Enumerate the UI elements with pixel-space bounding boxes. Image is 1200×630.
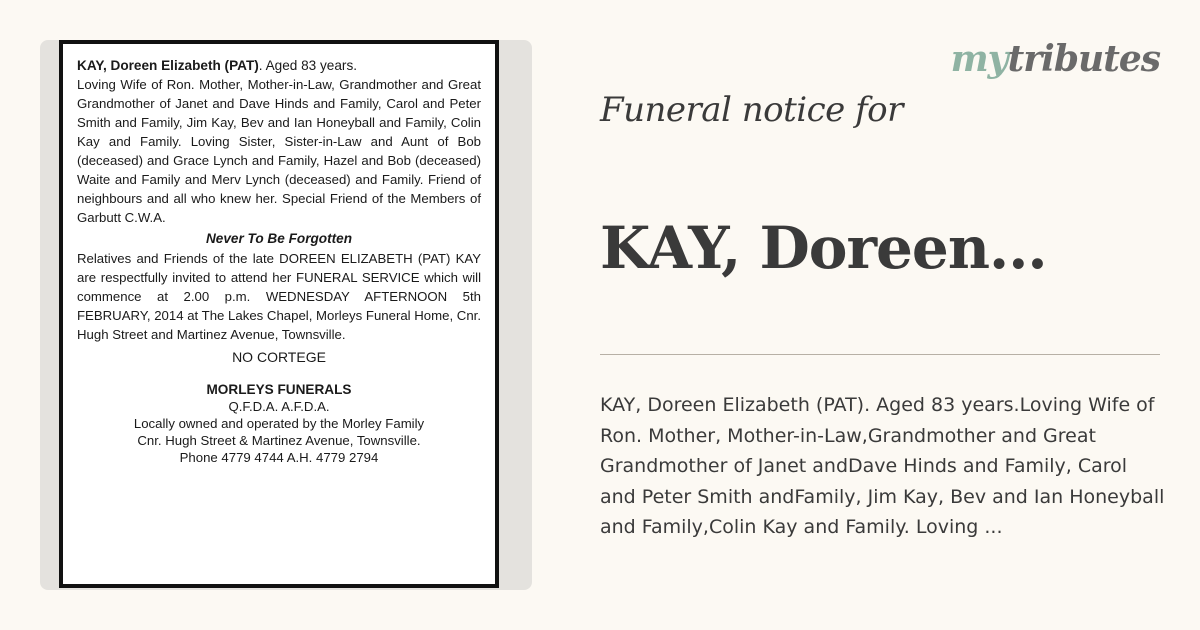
notice-body-2: Relatives and Friends of the late DOREEN ELIZABETH (PAT) KAY are respectfully invited to attend her FUNERAL SERVICE which will commence at 2.00 p.m. WEDNESDAY AFTERNOON 5th FEBRUARY, 2014 at The Lakes Chapel, Morleys Funeral Home, Cnr. Hugh Street and Martinez Avenue, Townsville. [77,251,481,342]
notice-age: . Aged 83 years. [258,58,358,73]
firm-associations: Q.F.D.A. A.F.D.A. [228,399,330,414]
logo-tributes: tributes [1007,38,1160,80]
logo-my: my [950,38,1008,80]
mytributes-logo[interactable] [951,38,1160,80]
page-heading: Funeral notice for [600,90,903,130]
notice-never-forgotten: Never To Be Forgotten [205,231,353,246]
firm-phone: Phone 4779 4744 A.H. 4779 2794 [179,450,379,465]
firm-name: MORLEYS FUNERALS [206,382,352,397]
notice-funeral-firm [77,381,481,466]
notice-deceased-name: KAY, Doreen Elizabeth (PAT) [77,58,259,73]
notice-lead [77,56,481,75]
deceased-name-title: KAY, Doreen... [600,214,1047,282]
funeral-notice-image [59,40,499,588]
notice-body-1: Loving Wife of Ron. Mother, Mother-in-Law, Grandmother and Great Grandmother of Janet and Dave Hinds and Family, Carol and Peter Smith and Family, Jim Kay, Bev and Ian Honeyball and Family, Colin Kay and Family. Loving Sister, Sister-in-Law and Aunt of Bob (deceased) and Grace Lynch and Family, Hazel and Bob (deceased) Waite and Family and Merv Lynch (deceased) and Family. Friend of neighbours and all who knew her. Special Friend of the Members of Garbutt C.W.A. [77,77,481,225]
firm-line-2: Cnr. Hugh Street & Martinez Avenue, Townsville. [137,433,421,448]
notice-no-cortege: NO CORTEGE [232,349,326,365]
notice-excerpt: KAY, Doreen Elizabeth (PAT). Aged 83 years.Loving Wife of Ron. Mother, Mother-in-Law,Grandmother and Great Grandmother of Janet andDave Hinds and Family, Carol and Peter Smith andFamily, Jim Kay, Bev and Ian Honeyball and Family,Colin Kay and Family. Loving ... [600,394,1165,538]
divider [600,354,1160,355]
firm-line-1: Locally owned and operated by the Morley Family [133,416,425,431]
